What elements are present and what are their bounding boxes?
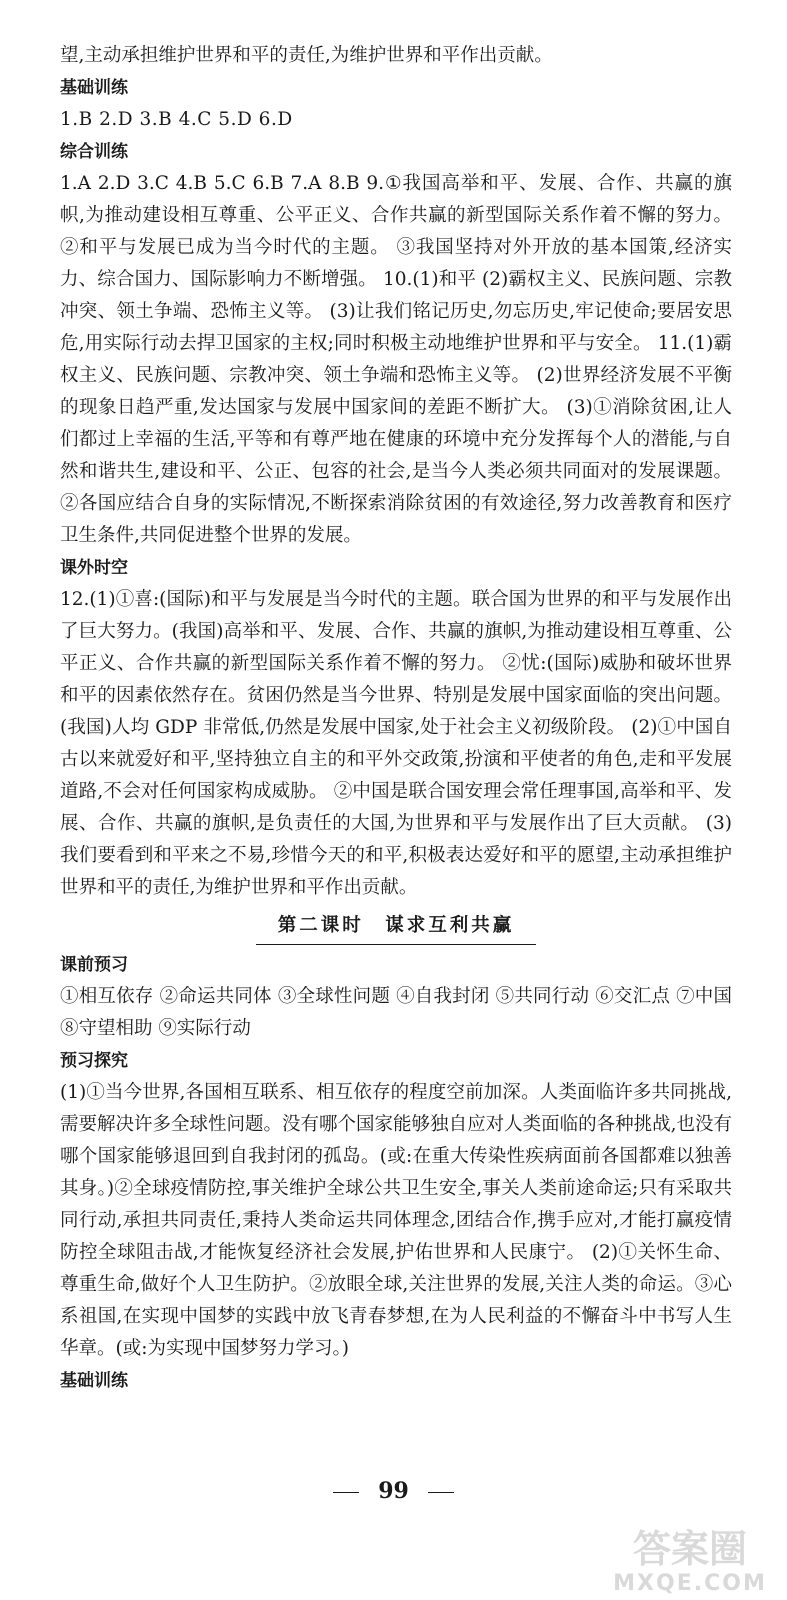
page-number-value: 99 (378, 1478, 409, 1504)
page-content (60, 40, 732, 1397)
lesson-title: 第二课时 谋求互利共赢 (256, 910, 536, 945)
exploration-text: (1)①当今世界,各国相互联系、相互依存的程度空前加深。人类面临许多共同挑战,需要解决许多全球性问题。没有哪个国家能够独自应对人类面临的各种挑战,也没有哪个国家能够退回到自我封闭的孤岛。(或:在重大传染性疾病面前各国都难以独善其身。)②全球疫情防控,事关维护全球公共卫生安全,事关人类前途命运;只有采取共同行动,承担共同责任,秉持人类命运共同体理念,团结合作,携手应对,才能打赢疫情防控全球阻击战,才能恢复经济社会发展,护佑世界和人民康宁。 (2)①关怀生命、尊重生命,做好个人卫生防护。②放眼全球,关注世界的发展,关注人类的命运。③心系祖国,在实现中国梦的实践中放飞青春梦想,在为人民利益的不懈奋斗中书写人生华章。(或:为实现中国梦努力学习。) (60, 1082, 732, 1359)
watermark-text: 答案圈 (632, 1527, 748, 1571)
page-number-dash-left (333, 1492, 359, 1493)
extracurricular-heading: 课外时空 (60, 558, 128, 578)
preview-text: ①相互依存 ②命运共同体 ③全球性问题 ④自我封闭 ⑤共同行动 ⑥交汇点 ⑦中国 ⑧守望相助 ⑨实际行动 (60, 986, 732, 1039)
extracurricular-text: 12.(1)①喜:(国际)和平与发展是当今时代的主题。联合国为世界的和平与发展作出了巨大努力。(我国)高举和平、发展、合作、共赢的旗帜,为推动建设相互尊重、公平正义、合作共赢的新型国际关系作着不懈的努力。 ②忧:(国际)威胁和破坏世界和平的因素依然存在。贫困仍然是当今世界、特别是发展中国家面临的突出问题。(我国)人均 GDP 非常低,仍然是发展中国家,处于社会主义初级阶段。 (2)①中国自古以来就爱好和平,坚持独立自主的和平外交政策,扮演和平使者的角色,走和平发展道路,不会对任何国家构成威胁。 ②中国是联合国安理会常任理事国,高举和平、发展、合作、共赢的旗帜,是负责任的大国,为世界和平与发展作出了巨大贡献。 (3)我们要看到和平来之不易,珍惜今天的和平,积极表达爱好和平的愿望,主动承担维护世界和平的责任,为维护世界和平作出贡献。 (60, 589, 732, 898)
basic-training-answers: 1.B 2.D 3.B 4.C 5.D 6.D (60, 109, 293, 130)
preview-heading: 课前预习 (60, 955, 128, 975)
watermark-icon (605, 1520, 775, 1595)
continued-text: 望,主动承担维护世界和平的责任,为维护世界和平作出贡献。 (60, 45, 553, 66)
comprehensive-training-text: 1.A 2.D 3.C 4.B 5.C 6.B 7.A 8.B 9.①我国高举和平、发展、合作、共赢的旗帜,为推动建设相互尊重、公平正义、合作共赢的新型国际关系作着不懈的努力。 ②和平与发展已成为当今时代的主题。 ③我国坚持对外开放的基本国策,经济实力、综合国力、国际影响力不断增强。 10.(1)和平 (2)霸权主义、民族问题、宗教冲突、领土争端、恐怖主义等。 (3)让我们铭记历史,勿忘历史,牢记使命;要居安思危,用实际行动去捍卫国家的主权;同时积极主动地维护世界和平与安全。 11.(1)霸权主义、民族问题、宗教冲突、领土争端和恐怖主义等。 (2)世界经济发展不平衡的现象日趋严重,发达国家与发展中国家间的差距不断扩大。 (3)①消除贫困,让人们都过上幸福的生活,平等和有尊严地在健康的环境中充分发挥每个人的潜能,与自然和谐共生,建设和平、公正、包容的社会,是当今人类必须共同面对的发展课题。 ②各国应结合自身的实际情况,不断探索消除贫困的有效途径,努力改善教育和医疗卫生条件,共同促进整个世界的发展。 (60, 173, 732, 546)
exploration-heading: 预习探究 (60, 1051, 128, 1071)
page-number (0, 1478, 787, 1504)
basic-training-2-heading: 基础训练 (60, 1371, 128, 1391)
page-number-dash-right (428, 1492, 454, 1493)
basic-training-heading: 基础训练 (60, 78, 128, 98)
watermark-logo (605, 1520, 775, 1595)
lesson-title-wrap (60, 910, 732, 945)
watermark-url: MXQE.COM (613, 1571, 767, 1595)
comprehensive-training-heading: 综合训练 (60, 142, 128, 162)
